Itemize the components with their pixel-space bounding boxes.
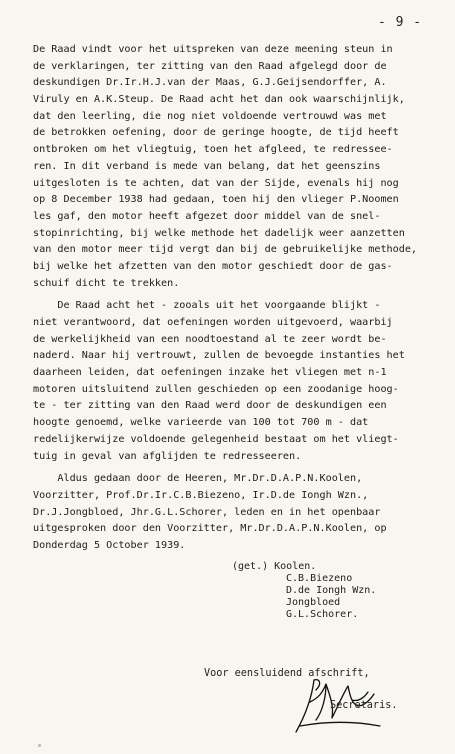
scan-speck (38, 744, 41, 747)
paragraph-3 (33, 471, 445, 554)
text-line: De Raad vindt voor het uitspreken van deze meening steun in (33, 44, 393, 55)
text-line: deskundigen Dr.Ir.H.J.van der Maas, G.J.Geijsendorffer, A. (33, 77, 387, 89)
text-line: redelijkerwijze voldoende gelegenheid bestaat om het vliegt- (33, 433, 399, 445)
text-line: tuig in geval van afglijden te redresseeren. (33, 450, 302, 462)
text-line: daarheen leiden, dat oefeningen inzake het vliegen met n-1 (33, 367, 387, 379)
text-line: van den motor meer tijd vergt dan bij de gebruikelijke methode, (33, 244, 418, 256)
text-line: Viruly en A.K.Steup. De Raad acht het dan ook waarschijnlijk, (33, 94, 405, 106)
text-line: schuif dicht te trekken. (33, 277, 180, 289)
secretaris-label: Secretaris. (330, 700, 398, 711)
signatory-name: Jongbloed (286, 597, 341, 608)
text-line: niet verantwoord, dat oefeningen worden uitgevoerd, waarbij (33, 317, 393, 328)
text-line: ontbroken om het vliegtuig, toen het afgleed, te redressee- (33, 144, 393, 156)
text-line: uitgesproken door den Voorzitter, Mr.Dr.D.A.P.N.Koolen, op (33, 523, 387, 535)
conform-copy-text: Voor eensluidend afschrift, (204, 668, 370, 679)
text-line: op 8 December 1938 had gedaan, toen hij den vlieger P.Noomen (33, 194, 399, 206)
signatory-name: G.L.Schorer. (286, 609, 359, 620)
document-body (33, 42, 445, 555)
text-line: dat den leerling, die nog niet voldoende vertrouwd was met (33, 110, 387, 122)
text-line: Dr.J.Jongbloed, Jhr.G.L.Schorer, leden en in het openbaar (33, 506, 381, 518)
text-line: te - ter zitting van den Raad werd door de deskundigen een (33, 400, 387, 412)
text-line: Aldus gedaan door de Heeren, Mr.Dr.D.A.P.N.Koolen, (33, 473, 363, 485)
text-line: les gaf, den motor heeft afgezet door middel van de snel- (33, 210, 381, 222)
paragraph-2 (33, 298, 445, 465)
text-line: ren. In dit verband is mede van belang, dat het geenszins (33, 160, 381, 172)
signatory-name: C.B.Biezeno (286, 573, 353, 584)
text-line: Donderdag 5 October 1939. (33, 539, 186, 551)
text-line: stopinrichting, bij welke methode het dadelijk weer aanzetten (33, 227, 405, 239)
text-line: de verklaringen, ter zitting van den Raad afgelegd door de (33, 60, 387, 72)
page-number: - 9 - (378, 15, 423, 30)
text-line: De Raad acht het - zooals uit het voorgaande blijkt - (33, 300, 381, 312)
paragraph-1 (33, 42, 445, 292)
text-line: Voorzitter, Prof.Dr.Ir.C.B.Biezeno, Ir.D.de Iongh Wzn., (33, 489, 369, 501)
text-line: de werkelijkheid van een noodtoestand al te zeer wordt be- (33, 333, 387, 345)
text-line: uitgesloten is te achten, dat van der Sijde, evenals hij nog (33, 177, 399, 189)
signatory-lead: (get.) Koolen. (232, 561, 317, 572)
signatory-name: D.de Iongh Wzn. (286, 585, 377, 596)
text-line: motoren uitsluitend zullen geschieden op een zoodanige hoog- (33, 383, 399, 395)
text-line: bij welke het afzetten van den motor geschiedt door de gas- (33, 260, 393, 272)
text-line: hoogte genoemd, welke varieerde van 100 tot 700 m - dat (33, 417, 369, 429)
text-line: de betrokken oefening, door de geringe hoogte, de tijd heeft (33, 127, 399, 139)
text-line: naderd. Naar hij vertrouwt, zullen de bevoegde instanties het (33, 350, 405, 362)
